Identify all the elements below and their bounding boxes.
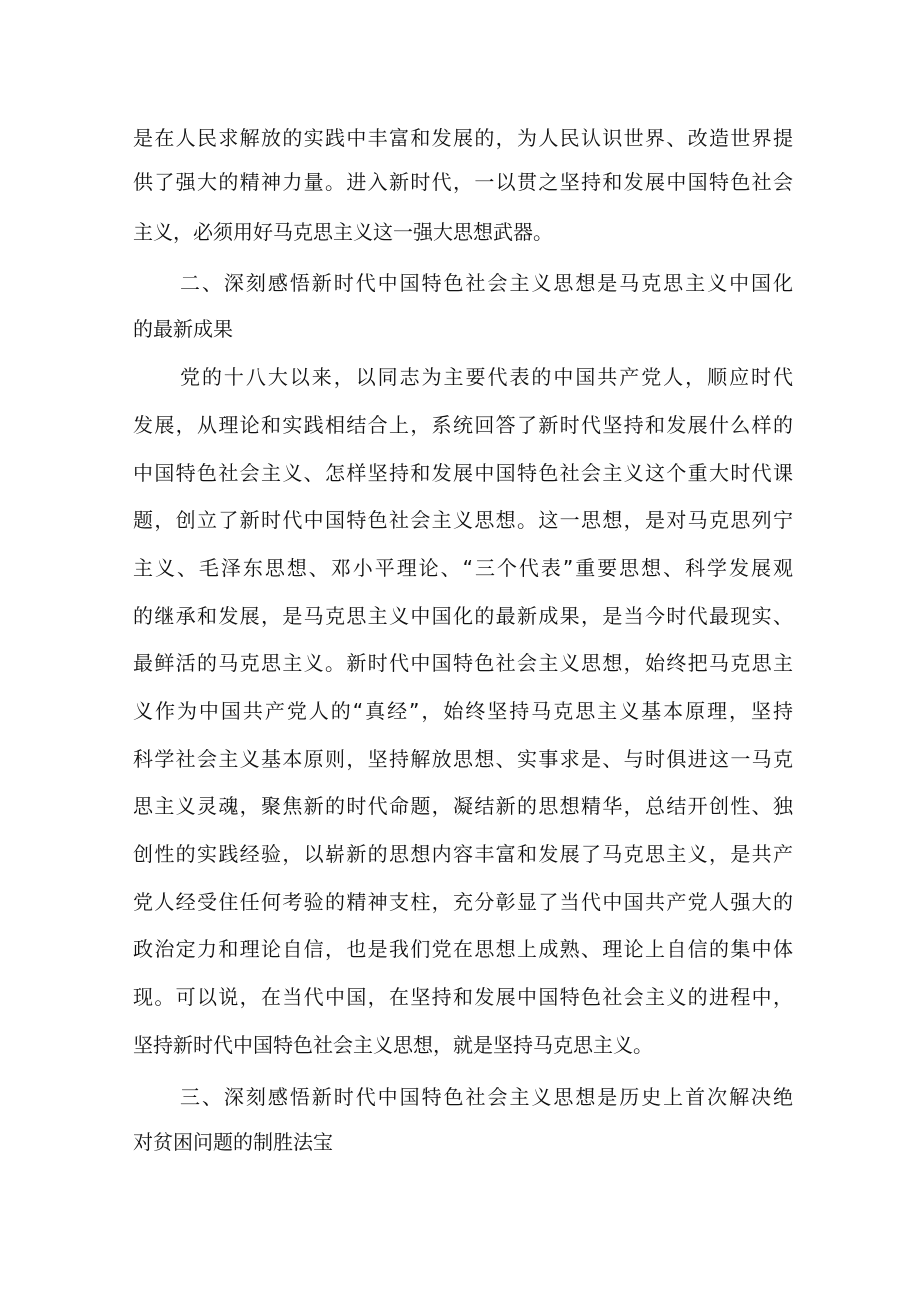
section-2-heading-line-2: 的最新成果 [133, 317, 233, 341]
paragraph-2-line-13: 政治定力和理论自信，也是我们党在思想上成熟、理论上自信的集中体 [133, 937, 793, 961]
section-3-heading-line-1: 三、深刻感悟新时代中国特色社会主义思想是历史上首次解决绝 [180, 1085, 793, 1109]
paragraph-2-line-12: 党人经受住任何考验的精神支柱，充分彰显了当代中国共产党人强大的 [133, 890, 793, 914]
section-3-heading-line-2: 对贫困问题的制胜法宝 [133, 1130, 333, 1154]
paragraph-2-line-9: 科学社会主义基本原则，坚持解放思想、实事求是、与时俱进这一马克 [133, 747, 793, 771]
paragraph-2-line-15: 坚持新时代中国特色社会主义思想，就是坚持马克思主义。 [133, 1033, 653, 1057]
paragraph-2-line-2: 发展，从理论和实践相结合上，系统回答了新时代坚持和发展什么样的 [133, 413, 793, 437]
paragraph-2-line-10: 思主义灵魂，聚焦新的时代命题，凝结新的思想精华，总结开创性、独 [133, 794, 793, 818]
paragraph-1-line-3: 主义，必须用好马克思主义这一强大思想武器。 [133, 220, 553, 244]
paragraph-2-line-8: 义作为中国共产党人的“真经”，始终坚持马克思主义基本原理，坚持 [133, 699, 793, 723]
paragraph-2-line-14: 现。可以说，在当代中国，在坚持和发展中国特色社会主义的进程中， [133, 985, 793, 1009]
paragraph-2-line-1: 党的十八大以来，以同志为主要代表的中国共产党人，顺应时代 [180, 365, 793, 389]
paragraph-1-line-1: 是在人民求解放的实践中丰富和发展的，为人民认识世界、改造世界提 [133, 126, 793, 150]
paragraph-2-line-3: 中国特色社会主义、怎样坚持和发展中国特色社会主义这个重大时代课 [133, 461, 793, 485]
paragraph-1-line-2: 供了强大的精神力量。进入新时代，一以贯之坚持和发展中国特色社会 [133, 170, 793, 194]
paragraph-2-line-5: 主义、毛泽东思想、邓小平理论、“三个代表”重要思想、科学发展观 [133, 556, 793, 580]
section-2-heading-line-1: 二、深刻感悟新时代中国特色社会主义思想是马克思主义中国化 [180, 271, 793, 295]
paragraph-2-line-4: 题，创立了新时代中国特色社会主义思想。这一思想，是对马克思列宁 [133, 508, 793, 532]
paragraph-2-line-6: 的继承和发展，是马克思主义中国化的最新成果，是当今时代最现实、 [133, 604, 793, 628]
paragraph-2-line-7: 最鲜活的马克思主义。新时代中国特色社会主义思想，始终把马克思主 [133, 651, 793, 675]
paragraph-2-line-11: 创性的实践经验，以崭新的思想内容丰富和发展了马克思主义，是共产 [133, 842, 793, 866]
